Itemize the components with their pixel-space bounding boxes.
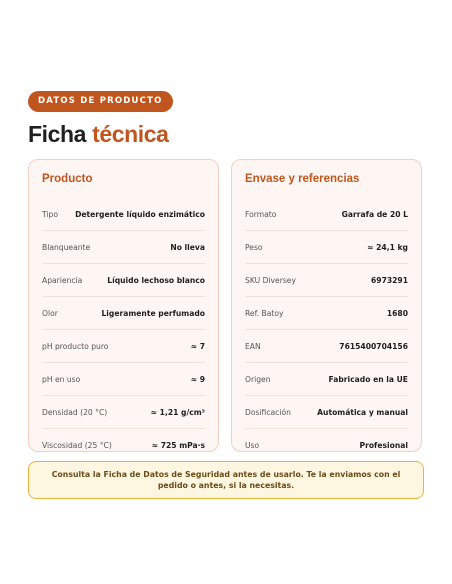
spec-value: Detergente líquido enzimático (75, 209, 205, 219)
packaging-card (231, 159, 422, 452)
spec-value: ≈ 9 (190, 374, 205, 384)
spec-row-density (42, 396, 205, 429)
spec-row-ph-pure (42, 330, 205, 363)
spec-label: pH producto puro (42, 341, 109, 351)
product-card-title: Producto (42, 173, 93, 185)
spec-value: ≈ 7 (190, 341, 205, 351)
safety-notice: Consulta la Ficha de Datos de Seguridad antes de usarlo. Te la enviamos con el pedido o antes, si la necesitas. (28, 461, 424, 499)
section-badge: DATOS DE PRODUCTO (28, 91, 173, 112)
spec-row-ph-use (42, 363, 205, 396)
spec-row-type (42, 198, 205, 231)
spec-label: pH en uso (42, 374, 81, 384)
spec-row-odor (42, 297, 205, 330)
product-card (28, 159, 219, 452)
spec-value: Automática y manual (317, 407, 408, 417)
page-title (28, 118, 169, 150)
spec-label: Formato (245, 209, 277, 219)
spec-value: ≈ 1,21 g/cm³ (150, 407, 205, 417)
spec-value: ≈ 725 mPa·s (151, 440, 205, 450)
spec-value: Fabricado en la UE (328, 374, 408, 384)
spec-label: Densidad (20 °C) (42, 407, 108, 417)
spec-value: Profesional (359, 440, 408, 450)
spec-label: Olor (42, 308, 58, 318)
spec-row-weight (245, 231, 408, 264)
spec-label: Apariencia (42, 275, 83, 285)
spec-row-format (245, 198, 408, 231)
spec-label: EAN (245, 341, 261, 351)
spec-label: SKU Diversey (245, 275, 296, 285)
spec-value: 1680 (386, 308, 408, 318)
spec-label: Dosificación (245, 407, 291, 417)
spec-value: ≈ 24,1 kg (367, 242, 408, 252)
spec-value: 6973291 (371, 275, 408, 285)
spec-row-appearance (42, 264, 205, 297)
spec-label: Blanqueante (42, 242, 91, 252)
spec-label: Uso (245, 440, 260, 450)
spec-label: Origen (245, 374, 271, 384)
page-title-part2: técnica (92, 121, 169, 147)
spec-value: Ligeramente perfumado (101, 308, 205, 318)
page-title-part1: Ficha (28, 121, 87, 147)
spec-label: Ref. Batoy (245, 308, 284, 318)
spec-label: Viscosidad (25 °C) (42, 440, 112, 450)
spec-row-ref (245, 297, 408, 330)
spec-row-dosing (245, 396, 408, 429)
spec-label: Tipo (42, 209, 58, 219)
spec-value: 7615400704156 (339, 341, 408, 351)
spec-row-bleach (42, 231, 205, 264)
spec-row-viscosity (42, 429, 205, 461)
spec-value: Líquido lechoso blanco (107, 275, 205, 285)
spec-value: Garrafa de 20 L (341, 209, 408, 219)
spec-row-use (245, 429, 408, 461)
spec-value: No lleva (170, 242, 205, 252)
spec-row-origin (245, 363, 408, 396)
spec-row-sku (245, 264, 408, 297)
spec-row-ean (245, 330, 408, 363)
packaging-card-title: Envase y referencias (245, 173, 360, 185)
spec-label: Peso (245, 242, 263, 252)
